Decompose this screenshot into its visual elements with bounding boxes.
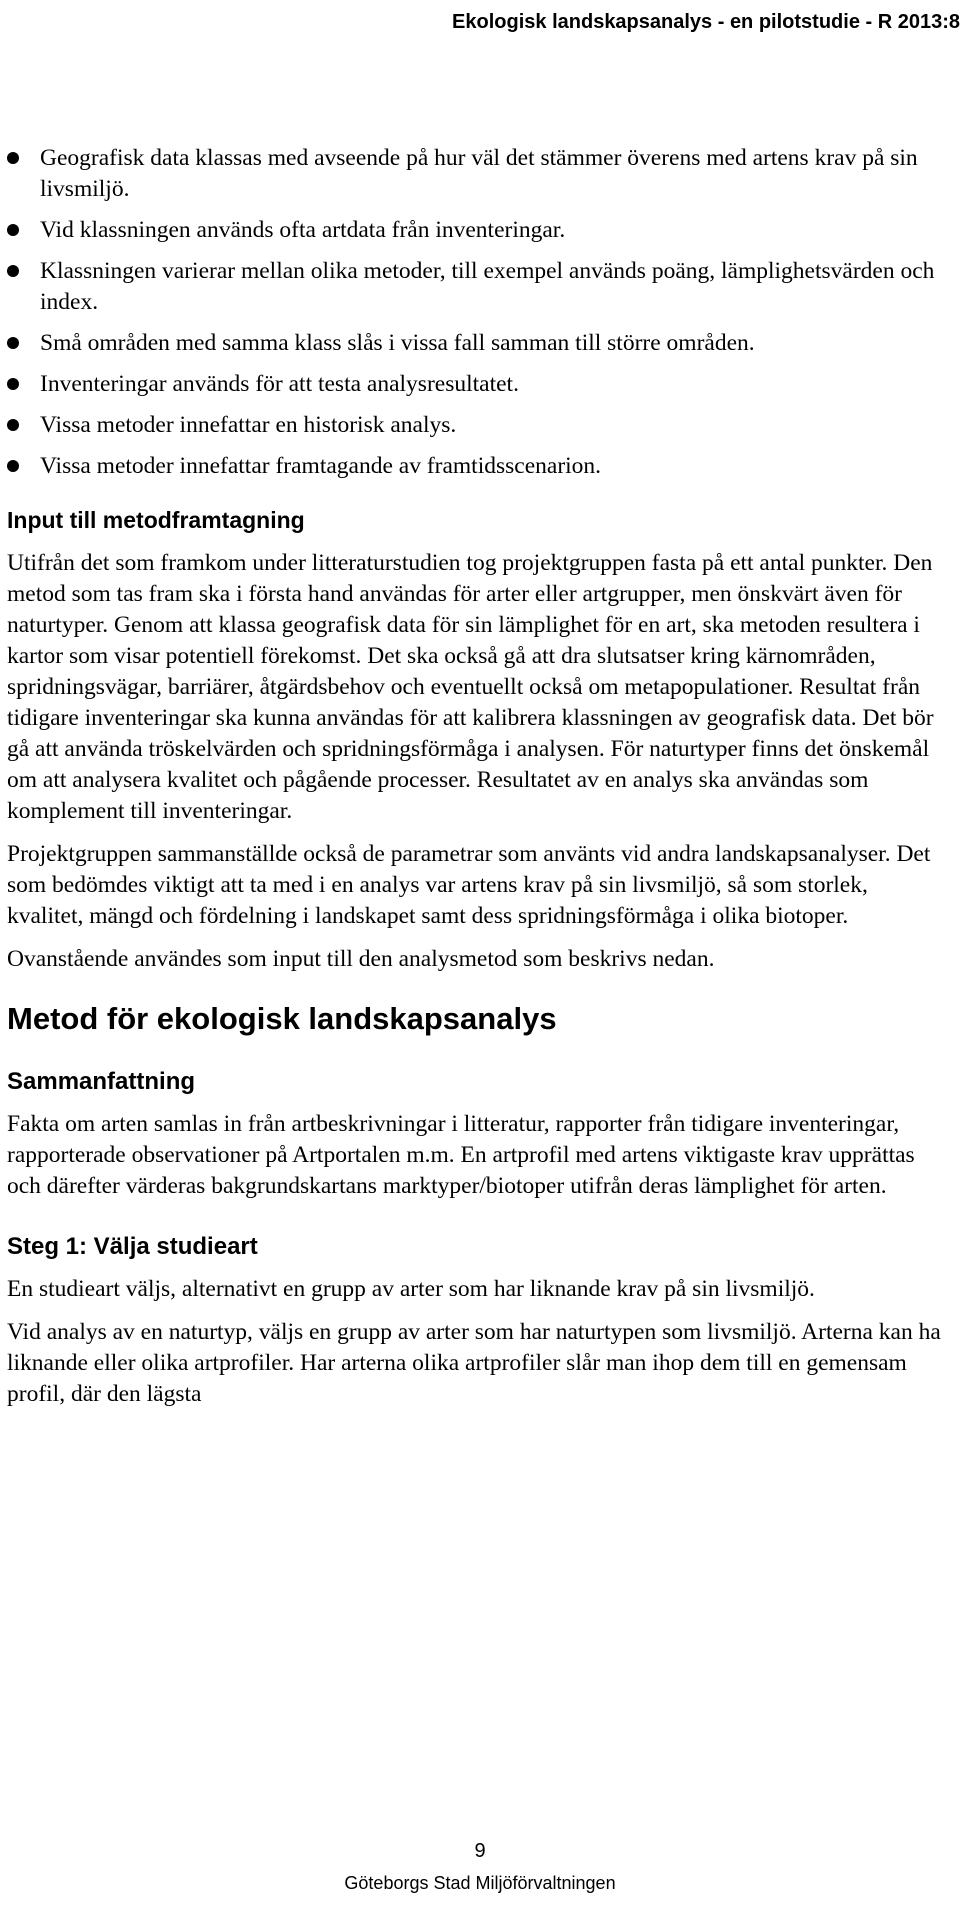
running-header	[0, 10, 960, 34]
list-item	[7, 328, 950, 359]
list-item-text: Klassningen varierar mellan olika metoder, till exempel används poäng, lämplighetsvärden och index.	[40, 258, 935, 315]
list-item	[7, 143, 950, 205]
list-item-text: Vissa metoder innefattar framtagande av framtidsscenarion.	[40, 453, 602, 479]
step1-paragraph: Vid analys av en naturtyp, väljs en grupp av arter som har naturtypen som livsmiljö. Arterna kan ha liknande eller olika artprofiler. Har arterna olika artprofiler slår man ihop dem till en gemensam profil, där den lägsta	[7, 1319, 941, 1407]
footer-organization: Göteborgs Stad Miljöförvaltningen	[344, 1873, 616, 1893]
step1-paragraph: En studieart väljs, alternativt en grupp av arter som har liknande krav på sin livsmiljö.	[7, 1276, 815, 1302]
summary-heading: Sammanfattning	[7, 1068, 196, 1095]
list-item	[7, 451, 950, 482]
list-item	[7, 369, 950, 400]
bullet-icon	[7, 419, 19, 431]
list-item-text: Vissa metoder innefattar en historisk analys.	[40, 412, 457, 438]
bullet-icon	[7, 224, 19, 236]
list-item-text: Små områden med samma klass slås i vissa fall samman till större områden.	[40, 330, 755, 356]
bullet-icon	[7, 460, 19, 472]
bullet-icon	[7, 265, 19, 277]
step1-heading: Steg 1: Välja studieart	[7, 1233, 258, 1260]
page-number: 9	[474, 1840, 486, 1862]
bullet-icon	[7, 152, 19, 164]
page-content	[7, 143, 950, 1410]
input-section-heading: Input till metodframtagning	[7, 507, 305, 533]
list-item-text: Vid klassningen används ofta artdata från inventeringar.	[40, 217, 566, 243]
list-item	[7, 256, 950, 318]
running-header-title: Ekologisk landskapsanalys - en pilotstudie - R 2013:8	[452, 11, 960, 33]
summary-bullet-list	[7, 143, 950, 482]
bullet-icon	[7, 378, 19, 390]
summary-paragraph: Fakta om arten samlas in från artbeskrivningar i litteratur, rapporter från tidigare inventeringar, rapporterade observationer på Artportalen m.m. En artprofil med artens viktigaste krav upprättas och därefter värderas bakgrundskartans marktyper/biotoper utifrån deras lämplighet för arten.	[7, 1111, 915, 1199]
input-paragraph: Utifrån det som framkom under litteraturstudien tog projektgruppen fasta på ett antal punkter. Den metod som tas fram ska i första hand användas för arter eller artgrupper, men önskvärt även för naturtyper. Genom att klassa geografisk data för sin lämplighet för en art, ska metoden resultera i kartor som visar potentiell förekomst. Det ska också gå att dra slutsatser kring kärnområden, spridningsvägar, barriärer, åtgärdsbehov och eventuellt också om metapopulationer. Resultat från tidigare inventeringar ska kunna användas för att kalibrera klassningen av geografisk data. Det bör gå att använda tröskelvärden och spridningsförmåga i analysen. För naturtyper finns det önskemål om att analysera kvalitet och pågående processer. Resultatet av en analys ska användas som komplement till inventeringar.	[7, 550, 934, 824]
list-item-text: Inventeringar används för att testa analysresultatet.	[40, 371, 519, 397]
list-item	[7, 410, 950, 441]
method-heading: Metod för ekologisk landskapsanalys	[7, 1001, 557, 1036]
input-paragraph: Projektgruppen sammanställde också de parametrar som använts vid andra landskapsanalyser. Det som bedömdes viktigt att ta med i en analys var artens krav på sin livsmiljö, så som storlek, kvalitet, mängd och fördelning i landskapet samt dess spridningsförmåga i olika biotoper.	[7, 841, 931, 929]
bullet-icon	[7, 337, 19, 349]
list-item-text: Geografisk data klassas med avseende på hur väl det stämmer överens med artens krav på sin livsmiljö.	[40, 145, 918, 202]
list-item	[7, 215, 950, 246]
input-paragraph: Ovanstående användes som input till den analysmetod som beskrivs nedan.	[7, 946, 715, 972]
